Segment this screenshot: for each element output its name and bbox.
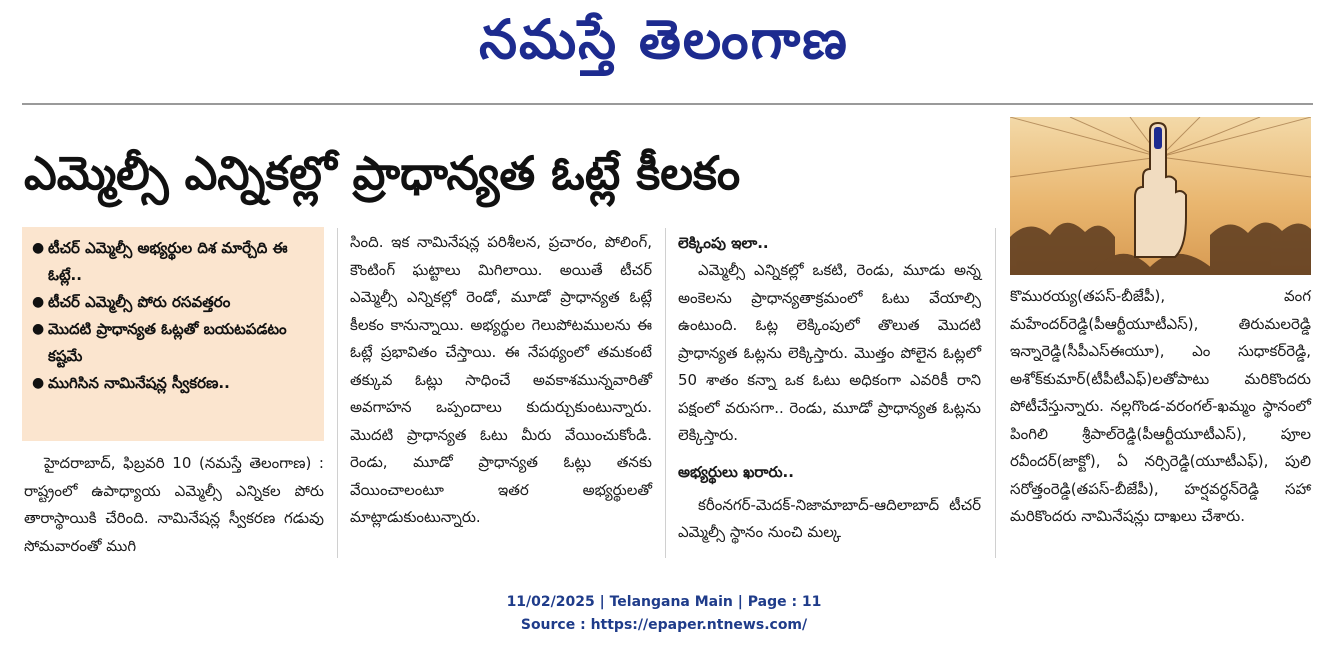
subheading-counting: లెక్కింపు ఇలా.. [678, 234, 769, 252]
column-divider [995, 228, 996, 558]
footer-source-line: Source : https://epaper.ntnews.com/ [520, 617, 808, 633]
column-paragraph: హైదరాబాద్, ఫిబ్రవరి 10 (నమస్తే తెలంగాణ) : రాష్ట్రంలో ఉపాధ్యాయ ఎమ్మెల్సీ ఎన్నికల పోరు తారాస్థాయికి చేరింది. నామినేషన్ల స్వీకరణ గడువు సోమవారంతో ముగి [24, 454, 324, 555]
highlight-text: టీచర్ ఎమ్మెల్సీ పోరు రసవత్తరం [48, 293, 231, 311]
column-paragraph: కరీంనగర్-మెదక్-నిజామాబాద్-ఆదిలాబాద్ టీచర్ ఎమ్మెల్సీ స్థానం నుంచి మల్క [678, 495, 981, 541]
bullet-icon: ● [32, 294, 45, 310]
bullet-icon: ● [32, 375, 45, 391]
highlight-item [32, 289, 314, 316]
subheading-candidates: అభ్యర్థులు ఖరారు.. [678, 462, 794, 481]
highlight-item [32, 235, 314, 289]
article-column-4 [1010, 283, 1311, 559]
column-paragraph: సింది. ఇక నామినేషన్ల పరిశీలన, ప్రచారం, పోలింగ్, కౌంటింగ్ ఘట్టాలు మిగిలాయి. అయితే టీచర్ ఎమ్మెల్సీ ఎన్నికల్లో రెండో, మూడో ప్రాధాన్యత ఓట్లే కీలకం కానున్నాయి. అభ్యర్థుల గెలుపోటములను ఈ ఓట్లే ప్రభావితం చేస్తాయి. ఈ నేపథ్యంలో తమకంటే తక్కువ ఓట్లు సాధించే అవకాశమున్నవారితో అవగాహన ఒప్పందాలు కుదుర్చుకుంటున్నారు. మొదటి ప్రాధాన్యత ఓటు మీరు వేయించుకోండి. రెండు, మూడో ప్రాధాన్యత ఓట్లు తనకు వేయించాలంటూ ఇతర అభ్యర్థులతో మాట్లాడుకుంటున్నారు. [350, 233, 652, 526]
highlight-text: ముగిసిన నామినేషన్ల స్వీకరణ.. [48, 374, 230, 392]
article-column-1 [24, 450, 324, 562]
masthead-rule [22, 103, 1313, 105]
footer-date-line: 11/02/2025 | Telangana Main | Page : 11 [506, 594, 822, 610]
article-column-3 [678, 229, 981, 559]
column-paragraph: కొమురయ్య(తపస్-బీజేపీ), వంగ మహేందర్‌రెడ్డి(పీఆర్టీయూటీఎస్), తిరుమలరెడ్డి ఇన్నారెడ్డి(సీపీఎస్ఈయూ), ఎం సుధాకర్‌రెడ్డి, అశోక్‌కుమార్(టీపీటీఎఫ్)లతోపాటు మరికొందరు పోటీచేస్తున్నారు. నల్లగొండ-వరంగల్-ఖమ్మం స్థానంలో పింగిలి శ్రీపాల్‌రెడ్డి(పీఆర్టీయూటీఎస్), పూల రవీందర్(జాక్టో), ఏ నర్సిరెడ్డి(యూటీఎఫ్), పులి సరోత్తంరెడ్డి(తపస్-బీజేపీ), హర్షవర్ధన్‌రెడ్డి సహా మరికొందరు నామినేషన్లు దాఖలు చేశారు. [1010, 287, 1311, 525]
article-photo [1010, 117, 1311, 275]
raised-inked-finger-illustration [1010, 117, 1311, 275]
bullet-icon: ● [32, 240, 45, 256]
highlight-item [32, 370, 314, 397]
highlight-text: మొదటి ప్రాధాన్యత ఓట్లతో బయటపడటం కష్టమే [48, 320, 287, 365]
highlights-box [22, 227, 324, 441]
highlight-item [32, 316, 314, 370]
highlight-text: టీచర్ ఎమ్మెల్సీ అభ్యర్థుల దిశ మార్చేది ఈ ఓట్లే.. [48, 239, 288, 284]
bullet-icon: ● [32, 321, 45, 337]
column-divider [337, 228, 338, 558]
newspaper-masthead: నమస్తే తెలంగాణ [479, 8, 849, 71]
column-paragraph: ఎమ్మెల్సీ ఎన్నికల్లో ఒకటి, రెండు, మూడు అన్న అంకెలను ప్రాధాన్యతాక్రమంలో ఓటు వేయాల్సి ఉంటుంది. ఓట్ల లెక్కింపులో తొలుత మొదటి ప్రాధాన్యత ఓట్లను లెక్కిస్తారు. మొత్తం పోలైన ఓట్లలో 50 శాతం కన్నా ఒక ఓటు అధికంగా ఎవరికీ రాని పక్షంలో వరుసగా.. రెండు, మూడో ప్రాధాన్యత ఓట్లను లెక్కిస్తారు. [678, 261, 981, 444]
column-divider [665, 228, 666, 558]
article-column-2 [350, 229, 652, 559]
article-headline: ఎమ్మెల్సీ ఎన్నికల్లో ప్రాధాన్యత ఓట్లే కీలకం [24, 146, 741, 200]
